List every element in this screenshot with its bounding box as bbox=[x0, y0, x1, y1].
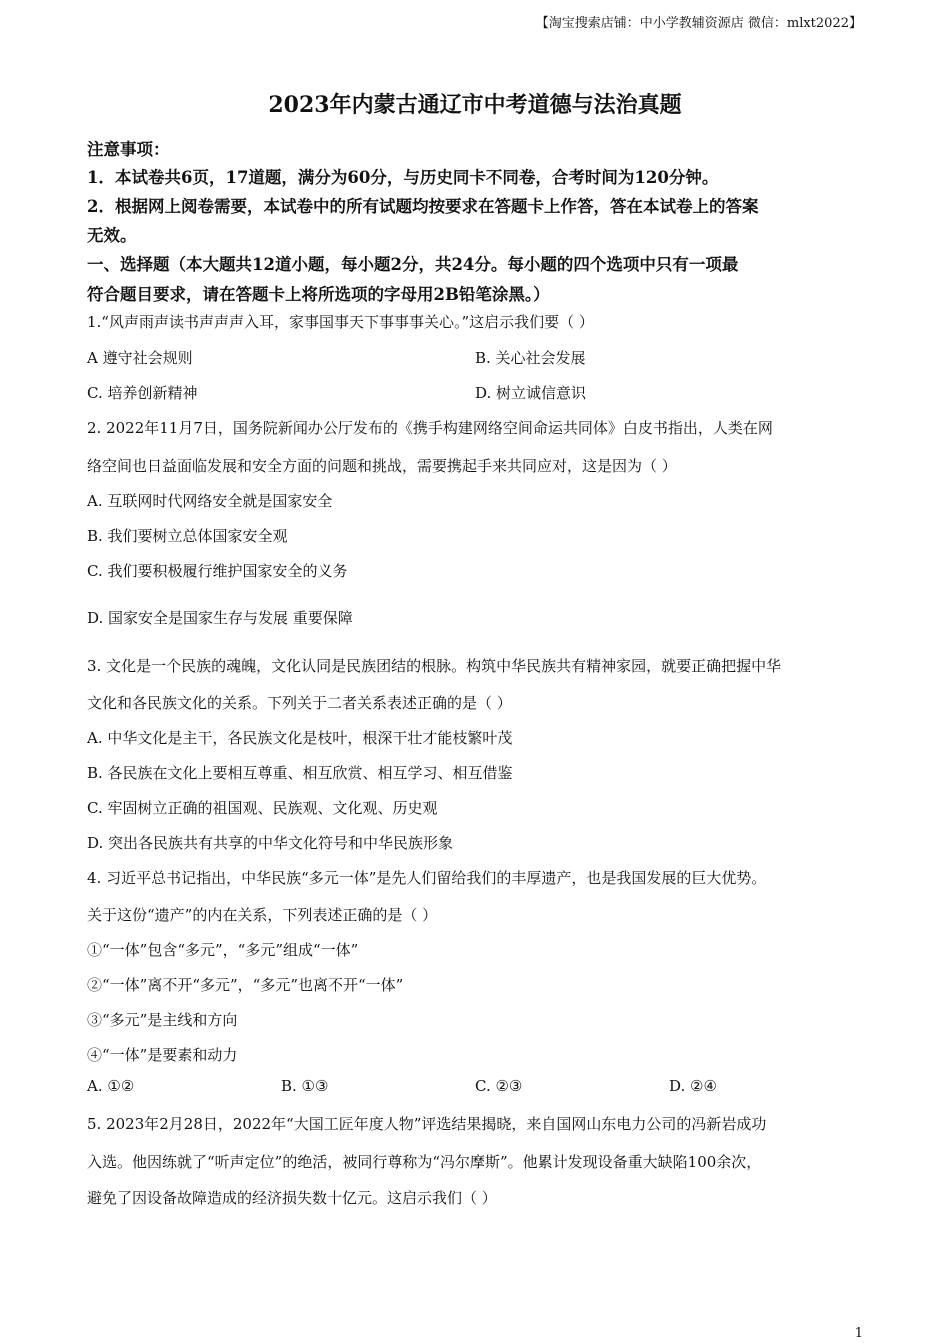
q4-option-c: C. ②③ bbox=[475, 1077, 523, 1095]
notice-item-1: 1．本试卷共6页，17道题，满分为60分，与历史同卡不同卷，合考时间为120分钟。 bbox=[87, 168, 719, 187]
page-number: 1 bbox=[854, 1326, 863, 1341]
notice-item-2-line-2: 无效。 bbox=[87, 226, 137, 245]
q4-option-b: B. ①③ bbox=[281, 1077, 329, 1095]
q3-option-b: B. 各民族在文化上要相互尊重、相互欣赏、相互学习、相互借鉴 bbox=[87, 764, 513, 782]
q2-stem-line-1: 2. 2022年11月7日，国务院新闻办公厅发布的《携手构建网络空间命运共同体》白皮书指出，人类在网 bbox=[87, 419, 773, 437]
q3-option-c: C. 牢固树立正确的祖国观、民族观、文化观、历史观 bbox=[87, 799, 438, 817]
q5-stem-line-2: 入选。他因练就了“听声定位”的绝活，被同行尊称为“冯尔摩斯”。他累计发现设备重大缺陷100余次， bbox=[87, 1153, 762, 1171]
page-title: 2023年内蒙古通辽市中考道德与法治真题 bbox=[268, 92, 682, 118]
q4-stem-line-2: 关于这份“遗产”的内在关系，下列表述正确的是（ ） bbox=[87, 906, 438, 924]
q2-option-c: C. 我们要积极履行维护国家安全的义务 bbox=[87, 562, 348, 580]
notice-heading: 注意事项： bbox=[87, 140, 170, 159]
q2-option-d: D. 国家安全是国家生存与发展 重要保障 bbox=[87, 609, 353, 627]
q2-stem-line-2: 络空间也日益面临发展和安全方面的问题和挑战，需要携起手来共同应对，这是因为（ ） bbox=[87, 457, 677, 475]
section-1-heading-line-1: 一、选择题（本大题共12道小题，每小题2分，共24分。每小题的四个选项中只有一项最 bbox=[87, 255, 739, 274]
q4-statement-2: ②“一体”离不开“多元”，“多元”也离不开“一体” bbox=[87, 976, 404, 994]
q3-stem-line-1: 3. 文化是一个民族的魂魄，文化认同是民族团结的根脉。构筑中华民族共有精神家园，就要正确把握中华 bbox=[87, 657, 782, 675]
q4-statement-1: ①“一体”包含“多元”，“多元”组成“一体” bbox=[87, 941, 359, 959]
q5-stem-line-1: 5. 2023年2月28日，2022年“大国工匠年度人物”评选结果揭晓，来自国网山东电力公司的冯新岩成功 bbox=[87, 1115, 767, 1133]
notice-item-2-line-1: 2．根据网上阅卷需要，本试卷中的所有试题均按要求在答题卡上作答，答在本试卷上的答案 bbox=[87, 197, 759, 216]
q1-option-c: C. 培养创新精神 bbox=[87, 384, 198, 402]
q3-option-d: D. 突出各民族共有共享的中华文化符号和中华民族形象 bbox=[87, 834, 454, 852]
section-1-heading-line-2: 符合题目要求，请在答题卡上将所选项的字母用2B铅笔涂黑。） bbox=[87, 285, 550, 304]
q5-stem-line-3: 避免了因设备故障造成的经济损失数十亿元。这启示我们（ ） bbox=[87, 1189, 497, 1207]
q3-option-a: A. 中华文化是主干，各民族文化是枝叶，根深干壮才能枝繁叶茂 bbox=[87, 729, 513, 747]
q2-option-a: A. 互联网时代网络安全就是国家安全 bbox=[87, 492, 333, 510]
q3-stem-line-2: 文化和各民族文化的关系。下列关于二者关系表述正确的是（ ） bbox=[87, 694, 512, 712]
q1-option-d: D. 树立诚信意识 bbox=[475, 384, 587, 402]
q4-statement-3: ③“多元”是主线和方向 bbox=[87, 1011, 238, 1029]
q1-option-a: A 遵守社会规则 bbox=[87, 349, 193, 367]
q4-statement-4: ④“一体”是要素和动力 bbox=[87, 1046, 238, 1064]
q2-option-b: B. 我们要树立总体国家安全观 bbox=[87, 527, 288, 545]
q4-stem-line-1: 4. 习近平总书记指出，中华民族“多元一体”是先人们留给我们的丰厚遗产，也是我国发展的巨大优势。 bbox=[87, 869, 767, 887]
q1-option-b: B. 关心社会发展 bbox=[475, 349, 586, 367]
q4-option-d: D. ②④ bbox=[669, 1077, 717, 1095]
q1-stem: 1.“风声雨声读书声声声入耳，家事国事天下事事事关心。”这启示我们要（ ） bbox=[87, 313, 594, 331]
q4-option-a: A. ①② bbox=[87, 1077, 135, 1095]
header-note: 【淘宝搜索店铺：中小学教辅资源店 微信：mlxt2022】 bbox=[535, 16, 862, 31]
